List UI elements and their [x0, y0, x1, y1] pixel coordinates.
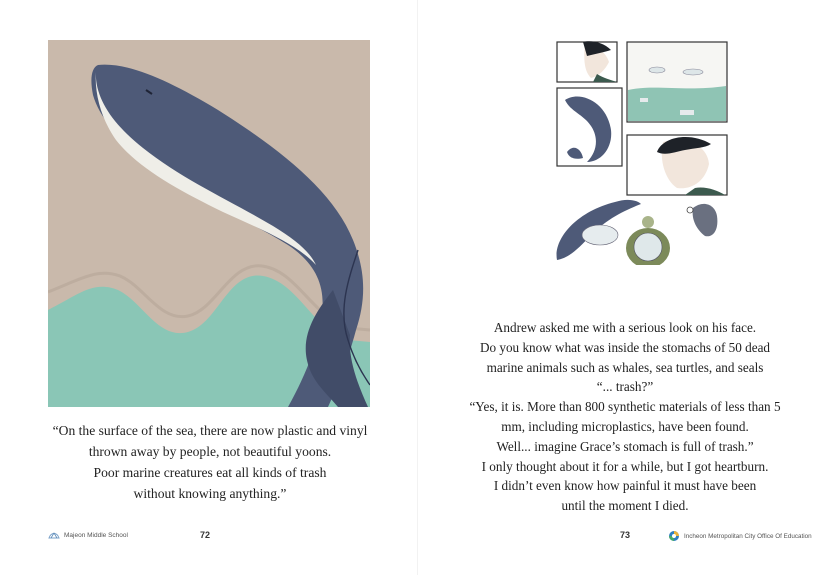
- story-line: “Yes, it is. More than 800 synthetic materials of less than 5: [469, 399, 781, 415]
- whale-illustration: [48, 40, 370, 407]
- floating-trash: [649, 67, 665, 73]
- story-line: Andrew asked me with a serious look on his face.: [493, 320, 757, 335]
- caption-line: “On the surface of the sea, there are now plastic and vinyl: [52, 423, 368, 438]
- floating-trash: [683, 69, 703, 75]
- page-divider: [417, 0, 418, 575]
- gloved-hand: [693, 204, 718, 236]
- comic-panels-svg: [545, 40, 735, 265]
- plastic-fragment: [687, 207, 693, 213]
- page-number-right: 73: [620, 530, 631, 540]
- floating-trash: [680, 110, 694, 115]
- turtle-head: [642, 216, 654, 228]
- caption-line: Poor marine creatures eat all kinds of trash: [93, 465, 327, 480]
- caption-line: without knowing anything.”: [133, 486, 287, 501]
- floating-trash: [640, 98, 648, 102]
- left-footer: [48, 528, 128, 542]
- office-name: Incheon Metropolitan City Office Of Education: [684, 532, 812, 540]
- story-line: I only thought about it for a while, but I got heartburn.: [481, 458, 769, 474]
- comic-panels: [545, 40, 735, 265]
- whale-illustration-svg: [48, 40, 370, 407]
- caption-line: thrown away by people, not beautiful yoons.: [88, 444, 332, 459]
- story-line: mm, including microplastics, have been found.: [501, 418, 749, 434]
- right-footer: [668, 528, 812, 544]
- story-line: marine animals such as whales, sea turtles, and seals: [486, 359, 764, 375]
- school-name: Majeon Middle School: [64, 531, 128, 539]
- page-number-left: 72: [200, 530, 211, 540]
- school-logo-icon: [48, 530, 60, 540]
- story-line: Do you know what was inside the stomachs of 50 dead: [479, 339, 771, 355]
- story-line: Well... imagine Grace’s stomach is full of trash.”: [496, 438, 754, 454]
- right-story-text: [450, 318, 800, 516]
- whale-stomach-trash: [582, 225, 618, 245]
- left-caption: [40, 420, 380, 504]
- office-logo-icon: [668, 530, 680, 542]
- story-line: I didn’t even know how painful it must have been: [493, 478, 757, 494]
- story-line: until the moment I died.: [561, 498, 689, 514]
- story-line: “... trash?”: [596, 379, 654, 395]
- panel-sea-water: [628, 86, 726, 121]
- turtle-stomach-trash: [634, 233, 662, 261]
